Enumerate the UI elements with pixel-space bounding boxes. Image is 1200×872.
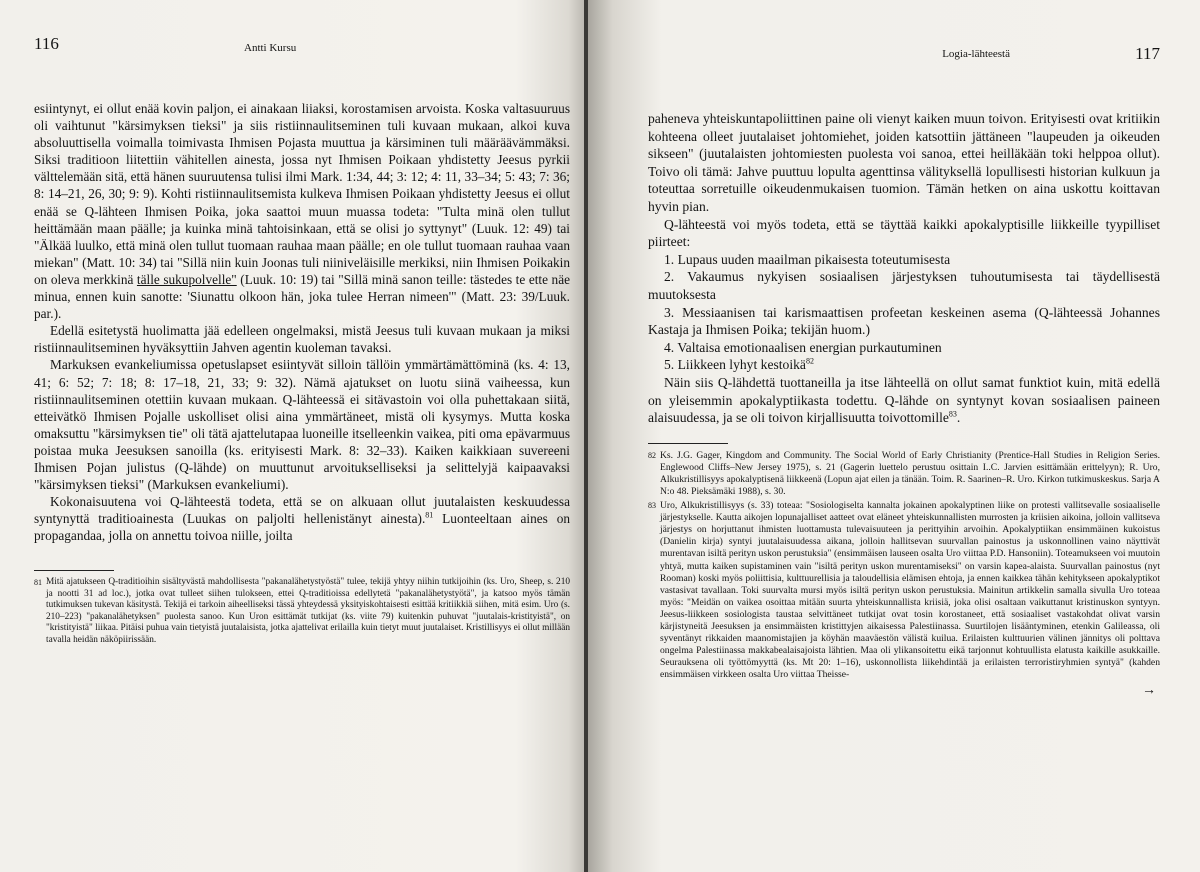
continuation-arrow-icon: → [1142, 683, 1156, 699]
paragraph [34, 100, 570, 322]
list-item [648, 356, 1160, 374]
paragraph: Edellä esitetystä huolimatta jää edelleen ongelmaksi, mistä Jeesus tuli kuvaan mukaan ja miksi ristiinnaulitseminen hyväksyttiin Jahven agentin kuoleman tavaksi. [34, 323, 570, 356]
footnote-mark: 82 [648, 450, 656, 460]
right-page [588, 0, 1200, 872]
footnote-text: Uro, Alkukristillisyys (s. 33) toteaa: "Sosiologiselta kannalta jokainen apokalyptinen liike on protesti vallitsevalle sosiaaliselle järjestykselle. Kautta aikojen lopunajalliset aatteet ovat eläneet yhteiskunnallisten murrosten ja kriisien aikoina, jolloin vallitseva järjestys on horjuttanut ihmisten luottamusta tulevaisuuteen ja perittyihin arvoihin. Apokalyptiikan ensimmäinen kukoistus (Danielin kirja) syntyi juutalaisuudessa aikana, jolloin hallitsevan suurvallan painostus ja uskonnollinen vaino näyttivät murentavan isiltä perityn uskon perustuksia" (ensimmäisen lauseen osalta Uro viittaa P.D. Hansoniin). Toteamukseen voi muutoin yhtyä, mutta kaiken supistaminen vain "isiltä perityn uskon murentamiseksi" on varsin kapea-alaista. Suurvallan painostus (nyt Rooman) koski myös poliittisia, kulttuurellisia ja taloudellisia elämisen ehtoja, ja ennen kaikkea tähän kehitykseen apokalyptikot vastasivat tavallaan. Toki suurvalta mursi myös isiltä perityn uskon perustuksia. Mainitun artikkelin samalla sivulla Uro toteaa myös: "Meidän on vaikea osoittaa mitään suurta yhteiskunnallista kriisiä, joka olisi osaltaan vaikuttanut kristinuskon syntyyn. Jeesus-liikkeen sosiologista taustaa selvittäneet tutkijat ovat tosin korostaneet, että sosiaaliset vastakohdat olivat varsin kärjistyneitä Jeesuksen ja ensimmäisten kristittyjen aikaisessa Palestiinassa. Suurtilojen lisääntyminen, etenkin Galileassa, oli syventänyt rikkaiden maanomistajien ja köyhän maaväestön välistä kuilua. Erilaisten kulttuurien välinen jännitys oli polttava ongelma Palestiinassa makkabealaisajoista lähtien. Maa oli ylikansoitettu eikä tarjonnut kohtuullista elatusta kaikille asukkaille. Seurauksena oli työttömyyttä (ks. Mt 20: 1–16), uskonnollista liikehdintää ja erilaisten terroristiryhmien syntyä" (kahden ensimmäisen virkkeen osalta Uro viittaa Theisse- [660, 500, 1160, 681]
text-run: . [956, 410, 961, 426]
footnote-text: Ks. J.G. Gager, Kingdom and Community. The Social World of Early Christianity (Prentice-Hall Studies in Religion Series. Englewood Cliffs–New Jersey 1975), s. 21 (Gagerin luettelo perustuu osittain I..C. Jarvien esittämään erittelyyn); R. Uro, Alkukristillisyys apokalyptisenä liikkeenä (Lopun ajat eilen ja tänään. Toim. R. Saarinen–R. Uro. Kirkon tutkimuskeskus. Sarja A N:o 48. Pieksämäki 1988), s. 30. [660, 449, 1160, 497]
list-item: 3. Messiaanisen tai karismaattisen profeetan keskeinen asema (Q-lähteessä Johannes Kastaja ja Ihmisen Poika; tekijän huom.) [648, 304, 1160, 338]
text-run: 5. Liikkeen lyhyt kestoikä [664, 357, 806, 373]
running-head: Logia-lähteestä [942, 48, 1010, 60]
list-item: 4. Valtaisa emotionaalisen energian purkautuminen [664, 339, 942, 355]
footnote-mark: 81 [34, 578, 42, 588]
footnote-ref: 82 [805, 356, 814, 366]
page-number: 116 [34, 34, 59, 53]
list-item: 1. Lupaus uuden maailman pikaisesta toteutumisesta [664, 251, 951, 267]
paragraph: Q-lähteestä voi myös todeta, että se täyttää kaikki apokalyptisille liikkeille tyypilliset piirteet: [648, 216, 1160, 250]
text-run: Näin siis Q-lähdettä tuottaneilla ja itse lähteellä on ollut samat funktiot kuin, mitä edellä on yleisemmin apokalyptiikasta todettu. Q-lähde on syntynyt kovan sosiaalisen paineen alaisuudessa, ja se oli toivon kirjallisuutta toivottomille [648, 374, 1160, 426]
paragraph: Markuksen evankeliumissa opetuslapset esiintyvät silloin tällöin ymmärtämättöminä (ks. 4: 13, 41; 6: 52; 7: 18; 8: 17–18, 21, 33; 9: 32). Nämä ajatukset on luotu siinä vaiheessa, kun ristiinnaulitseminen otettiin kuvaan mukaan. Q-lähteessä ei sitävastoin voi olla puhettakaan siitä, etteivätkö Ihmisen Pojalle uskolliset olisi aina ymmärtäneet, mistä oli kysymys. Mutta koska omaksuttu "kärsimyksen tie" oli tätä ajattelutapaa luoneille itselleenkin vaikea, piti oma epävarmuus poistaa muka Jeesuksen sanoilla (ks. erityisesti Mark. 8: 32–33). Kaiken kaikkiaan suvereeni Ihmisen Pojan julistus (Q-lähde) on muuttunut arvoitukselliseksi ja selittelyjä kaipaavaksi "kärsimyksen tieksi" (Markuksen evankeliumi). [34, 357, 570, 493]
left-header [34, 34, 570, 64]
footnote-rule [648, 443, 728, 444]
footnote-rule [34, 570, 114, 571]
footnote-ref: 83 [948, 409, 957, 419]
text-run: esiintynyt, ei ollut enää kovin paljon, ei ainakaan liiaksi, korostamisen arvoista. Koska valtasuuruus oli vaihtunut "kärsimyksen tieksi" ja siis ristiinnaulitseminen tuli kuvaan mukaan, alkoi kuva absoluuttisella voimalla toimivasta Ihmisen Pojasta muuttua ja kärsiminen tuli määräävämmäksi. Siksi traditioon liitettiin vähitellen ainesta, jossa nyt Ihmisen Poikaan yhdistetty Jeesus pyrkii välttelemään sitä, että hänen suuruutensa tulisi ilmi Mark. 1:34, 44; 3: 12; 4: 11, 33–34; 5: 43; 7: 36; 8: 14–21, 26, 30; 9: 9). Kohti ristiinnaulitsemista kulkeva Ihmisen Poikaan yhdistetty Jeesus ei ollut enää se Q-lähteen Ihmisen Poika, joka saattoi muun muassa todeta: "Tulta minä olen tullut heittämään maan päälle; ja kuinka minä tahtoisinkaan, että se olisi jo syttynyt" (Luuk. 12: 49) tai "Älkää luulko, että minä olen tullut tuomaan rauhaa maan päälle; en ole tullut tuomaan rauhaa vaan miekan" (Matt. 10: 34) tai "Sillä niin kuin Joonas tuli niiniveläisille merkiksi, niin Ihmisen Poikakin on oleva merkkinä [34, 101, 570, 287]
footnote-ref: 81 [425, 510, 434, 520]
footnote [34, 577, 570, 646]
footnote [648, 450, 1160, 498]
paragraph [34, 493, 570, 544]
right-body-text [648, 110, 1160, 427]
paragraph [648, 374, 1160, 427]
left-page [0, 0, 586, 872]
running-head: Antti Kursu [244, 42, 297, 54]
list-item: 2. Vakaumus nykyisen sosiaalisen järjestyksen tuhoutumisesta tai täydellisestä muutoksesta [648, 269, 1160, 302]
text-run: (Luuk. 10: 19) tai "Sillä minä sanon teille: tästedes te ette näe minua, ennen kuin sanotte: 'Siunattu olkoon hän, joka tulee Herran nimeen'" (Matt. 23: 39/Luuk. par.). [34, 271, 570, 322]
left-body-text [34, 100, 570, 544]
page-number: 117 [1135, 44, 1160, 63]
right-header [648, 34, 1160, 64]
footnote [648, 500, 1160, 681]
text-run: Kokonaisuutena voi Q-lähteestä todeta, että se on alkuaan ollut juutalaisten keskuudessa syntynyttä traditioainesta (Luukas on paljolti hellenistänyt ainesta). [34, 494, 570, 527]
paragraph: paheneva yhteiskuntapoliittinen paine oli vienyt kaiken muun toivon. Erityisesti ovat kritiikin kohteena olleet juutalaiset johtomiehet, joiden katsottiin jättäneen "laupeuden ja oikeuden sikseen" (juutalaisten johtomiesten puolesta voi sanoa, ettei heilläkään toki helppoa ollut). Toivo oli tämä: Jahve puuttuu lopulta agenttinsa välityksellä lopullisesti historian kulkuun ja toteuttaa sorretuille oikeudenmukaisen tuomion. Tämän hetken on aina uskottu koittavan hyvin pian. [648, 111, 1160, 214]
text-run: Luonteeltaan aines on propagandaa, jolla on annettu toivoa niille, joilta [34, 511, 571, 544]
underlined-phrase: tälle sukupolvelle" [136, 271, 237, 287]
footnote-mark: 83 [648, 501, 656, 511]
footnote-text: Mitä ajatukseen Q-traditioihin sisältyvästä mahdollisesta "pakanalähetystyöstä" tulee, tekijä yhtyy niihin tutkijoihin (ks. Uro, Sheep, s. 210 ja nootti 31 ad loc.), jotka ovat tulleet siihen tulokseen, ettei Q-traditioissa edellytetä "pakanalähetystyötä", ja katsoo myös tämän tutkimuksen tukevan käsitystä. Tekijä ei tarkoin aiheelliseksi tässä yhteydessä yksityiskohtaisesti esittää kritiikkiä siihen, mitä esim. Uro (s. 210–223) "pakanalähetyksen" puolesta sanoo. Kun Uron esittämät tutkijat (ks. viite 79) kuitenkin puhuvat "juutalais-kristityistä", on "kristityistä" liikaa. Pitäisi puhua vain tietyistä juutalaisista, jotka ajattelivat erilailla kuin tietyt muut juutalaiset. Kristillisyys ei ollut millään tavalla heidän näköpiirissään. [46, 577, 570, 645]
